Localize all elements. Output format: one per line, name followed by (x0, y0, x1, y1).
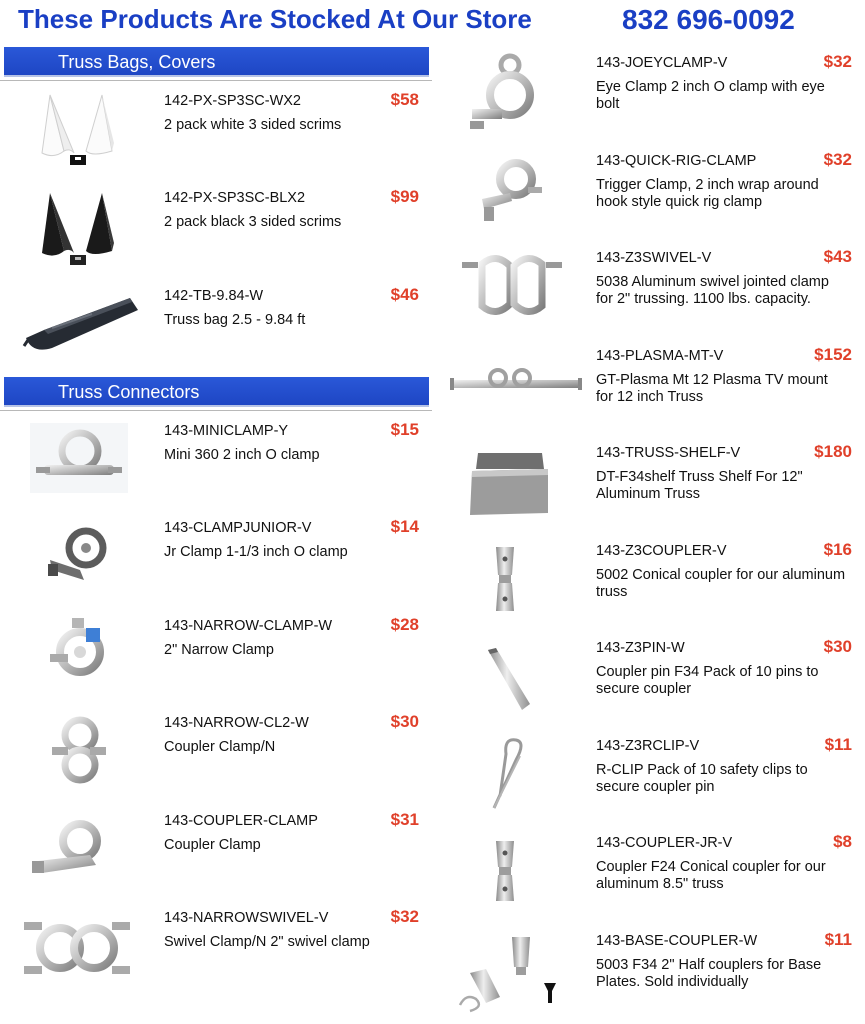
product-description: GT-Plasma Mt 12 Plasma TV mount for 12 inch Truss (596, 372, 828, 405)
product-sku: 142-PX-SP3SC-BLX2 (164, 190, 306, 206)
product-description: Coupler Clamp (164, 837, 261, 853)
product-sku: 143-QUICK-RIG-CLAMP (596, 153, 757, 169)
product-item (440, 242, 865, 338)
coupler-clamp-n-icon (46, 713, 112, 789)
product-price: $8 (833, 832, 852, 851)
product-item (440, 535, 865, 631)
product-price: $16 (823, 540, 852, 559)
product-item (440, 730, 865, 826)
product-price: $11 (824, 735, 852, 754)
product-item (440, 145, 865, 241)
product-price: $30 (823, 637, 852, 656)
trigger-clamp-icon (476, 153, 548, 225)
product-item (0, 512, 432, 602)
product-sku: 143-NARROWSWIVEL-V (164, 910, 329, 926)
plasma-mount-icon (450, 368, 582, 400)
product-item (0, 415, 432, 505)
product-sku: 143-MINICLAMP-Y (164, 423, 289, 439)
black-scrim-icon (40, 191, 115, 266)
product-sku: 143-Z3RCLIP-V (596, 738, 700, 754)
product-item (440, 925, 865, 1021)
product-sku: 143-Z3PIN-W (596, 640, 685, 656)
product-sku: 143-Z3COUPLER-V (596, 543, 727, 559)
product-description: Jr Clamp 1-1/3 inch O clamp (164, 544, 348, 560)
product-sku: 142-PX-SP3SC-WX2 (164, 93, 301, 109)
product-price: $14 (390, 517, 419, 536)
section-header-bags: Truss Bags, Covers (4, 47, 429, 77)
white-scrim-icon (40, 93, 115, 168)
section-divider (0, 80, 432, 81)
truss-shelf-icon (468, 447, 552, 519)
product-sku: 142-TB-9.84-W (164, 288, 264, 304)
product-description: 5038 Aluminum swivel jointed clamp for 2" trussing. 1100 lbs. capacity. (596, 274, 829, 307)
product-sku: 143-Z3SWIVEL-V (596, 250, 712, 266)
product-description: Trigger Clamp, 2 inch wrap around hook style quick rig clamp (596, 177, 819, 210)
product-item (0, 805, 432, 895)
product-price: $152 (814, 345, 852, 364)
product-description: 2" Narrow Clamp (164, 642, 274, 658)
product-price: $32 (823, 150, 852, 169)
product-price: $46 (390, 285, 419, 304)
coupler-clamp-icon (30, 815, 120, 881)
product-item (0, 85, 432, 175)
product-description: Coupler Clamp/N (164, 739, 276, 755)
product-item (0, 183, 432, 273)
product-description: Coupler F24 Conical coupler for our aluminum 8.5" truss (596, 859, 826, 892)
product-price: $32 (390, 907, 419, 926)
narrow-clamp-icon (46, 616, 112, 692)
product-sku: 143-TRUSS-SHELF-V (596, 445, 741, 461)
product-description: Eye Clamp 2 inch O clamp with eye bolt (596, 79, 825, 112)
product-description: R-CLIP Pack of 10 safety clips to secure coupler pin (596, 762, 808, 795)
aluminum-swivel-clamp-icon (462, 254, 562, 316)
coupler-pin-icon (484, 646, 534, 712)
product-item (440, 340, 865, 436)
page-title: These Products Are Stocked At Our Store (18, 4, 532, 34)
product-description: 2 pack black 3 sided scrims (164, 214, 342, 230)
product-price: $43 (823, 247, 852, 266)
phone-number: 832 696-0092 (622, 4, 795, 35)
product-item (440, 437, 865, 533)
product-description: 2 pack white 3 sided scrims (164, 117, 342, 133)
product-description: Coupler pin F34 Pack of 10 pins to secure coupler (596, 664, 819, 697)
product-sku: 143-CLAMPJUNIOR-V (164, 520, 312, 536)
product-sku: 143-NARROW-CLAMP-W (164, 618, 333, 634)
product-price: $99 (390, 187, 419, 206)
product-item (440, 47, 865, 143)
product-sku: 143-COUPLER-CLAMP (164, 813, 318, 829)
product-sku: 143-COUPLER-JR-V (596, 835, 733, 851)
product-description: DT-F34shelf Truss Shelf For 12" Aluminum Truss (596, 469, 803, 502)
mini-clamp-icon (30, 423, 128, 493)
product-description: Truss bag 2.5 - 9.84 ft (164, 312, 306, 328)
truss-bag-icon (22, 290, 142, 355)
product-description: Swivel Clamp/N 2" swivel clamp (164, 934, 370, 950)
product-item (0, 902, 432, 992)
product-item (0, 707, 432, 797)
product-item (440, 827, 865, 923)
product-price: $11 (824, 930, 852, 949)
product-price: $180 (814, 442, 852, 461)
product-price: $30 (390, 712, 419, 731)
product-price: $15 (390, 420, 419, 439)
section-divider (0, 410, 432, 411)
product-sku: 143-BASE-COUPLER-W (596, 933, 758, 949)
conical-coupler-jr-icon (490, 839, 520, 903)
product-sku: 143-NARROW-CL2-W (164, 715, 309, 731)
product-description: 5002 Conical coupler for our aluminum truss (596, 567, 846, 600)
junior-clamp-icon (40, 520, 120, 590)
product-item (0, 280, 432, 370)
product-item (440, 632, 865, 728)
product-price: $32 (823, 52, 852, 71)
product-sku: 143-JOEYCLAMP-V (596, 55, 728, 71)
product-description: Mini 360 2 inch O clamp (164, 447, 320, 463)
product-sku: 143-PLASMA-MT-V (596, 348, 724, 364)
eye-clamp-icon (468, 51, 548, 133)
product-price: $31 (390, 810, 419, 829)
r-clip-icon (486, 736, 536, 812)
swivel-clamp-icon (24, 910, 130, 986)
base-coupler-icon (456, 933, 566, 1015)
product-item (0, 610, 432, 700)
product-price: $28 (390, 615, 419, 634)
conical-coupler-icon (490, 545, 520, 613)
section-header-connectors: Truss Connectors (4, 377, 429, 407)
product-price: $58 (390, 90, 419, 109)
product-description: 5003 F34 2" Half couplers for Base Plates. Sold individually (596, 957, 822, 990)
